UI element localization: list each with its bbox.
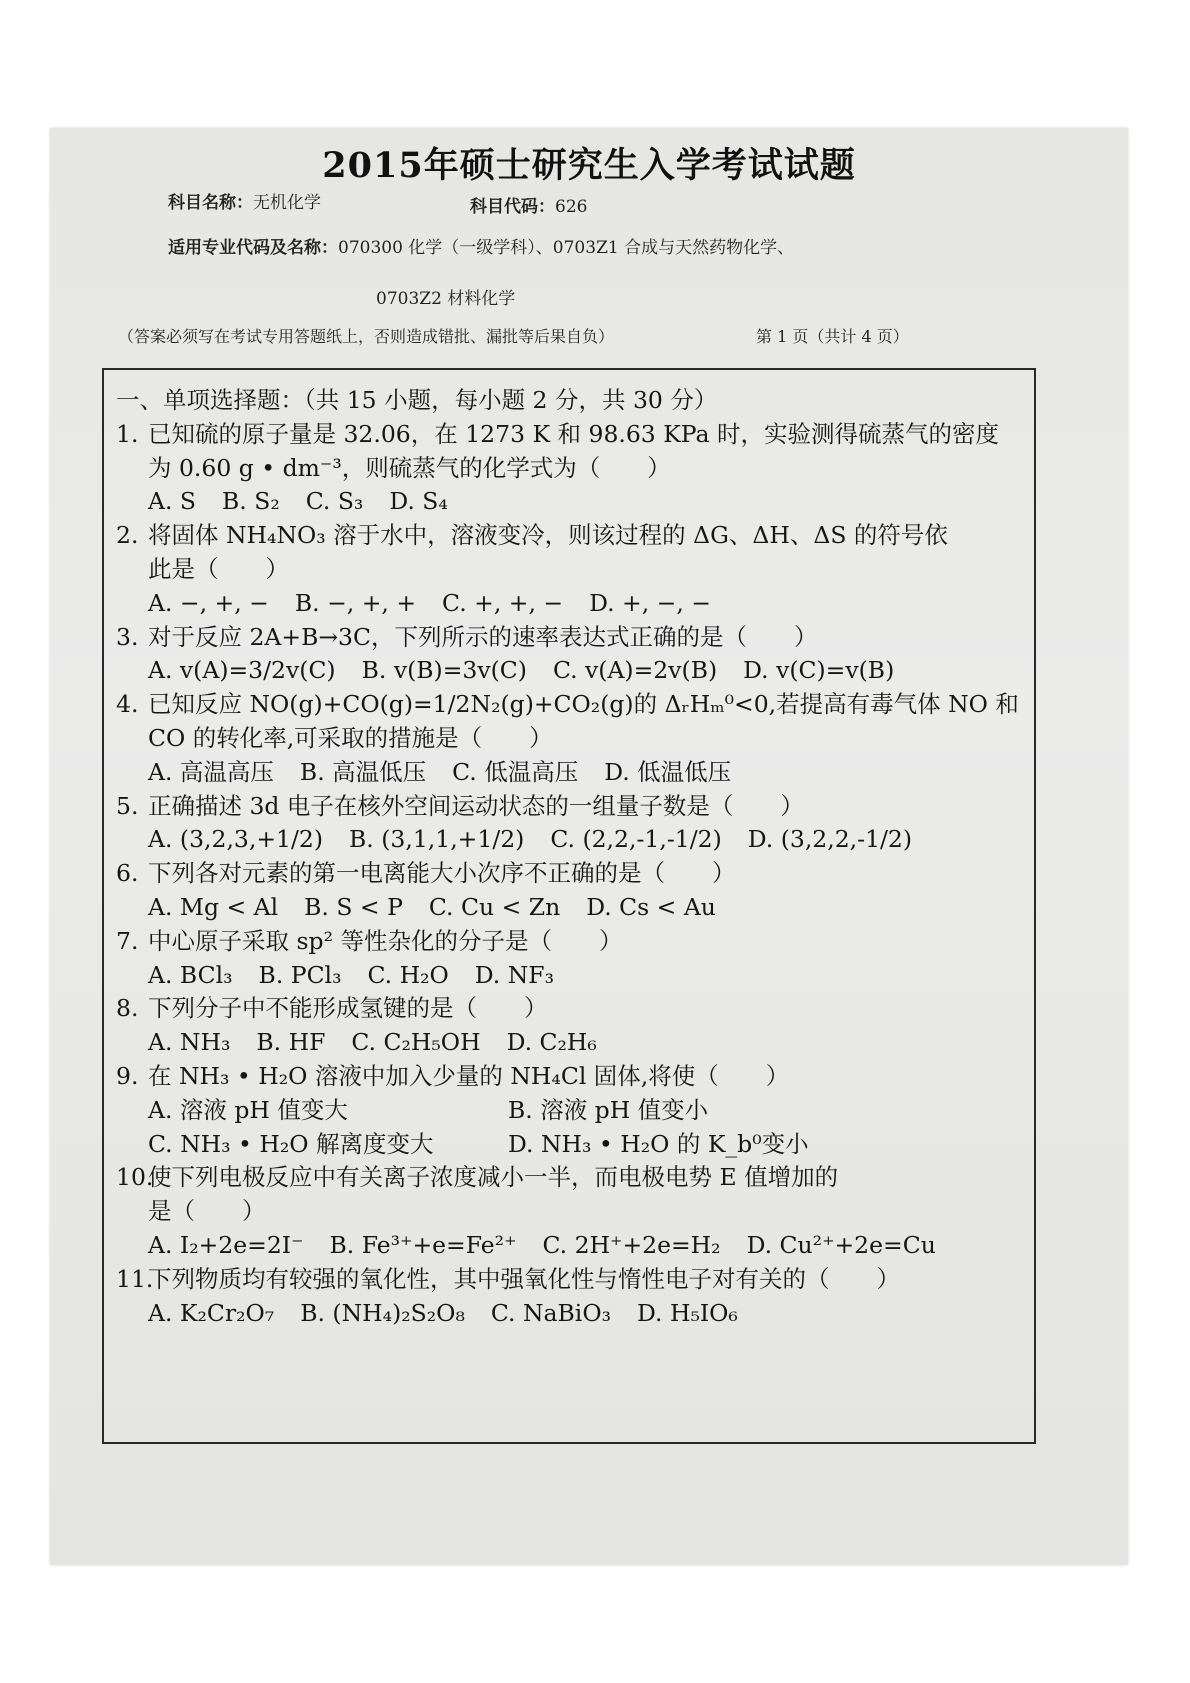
- answer-option: B. 溶液 pH 值变小: [508, 1095, 709, 1124]
- answer-option: B. Fe³⁺+e=Fe²⁺: [329, 1230, 517, 1259]
- question-stem-line: [116, 992, 1024, 1026]
- answer-option: C. 2H⁺+2e=H₂: [542, 1230, 721, 1259]
- scanned-page: [50, 128, 1128, 1565]
- answer-option: A. −, +, −: [148, 588, 269, 617]
- question-options: [116, 654, 1024, 688]
- question-options: [116, 959, 1024, 993]
- answer-option: A. K₂Cr₂O₇: [148, 1298, 275, 1327]
- subject-code-value: 626: [555, 197, 588, 217]
- question-options: [116, 485, 1024, 519]
- answer-option: C. 低温高压: [452, 757, 579, 786]
- question-stem-line: [116, 1263, 1024, 1297]
- question-stem: 正确描述 3d 电子在核外空间运动状态的一组量子数是（ ）: [148, 791, 804, 820]
- answer-option: C. H₂O: [367, 960, 449, 989]
- answer-option: A. NH₃: [148, 1028, 231, 1057]
- answer-option: A. 高温高压: [148, 757, 274, 786]
- question-stem: 下列各对元素的第一电离能大小次序不正确的是（ ）: [148, 859, 736, 888]
- answer-option: A. Mg < Al: [148, 892, 279, 921]
- answer-option: C. NH₃ • H₂O 解离度变大: [148, 1129, 434, 1158]
- question-stem-line: [116, 621, 1024, 655]
- answer-option: B. S < P: [304, 892, 403, 921]
- question-stem-line: [116, 722, 1024, 756]
- subject-name: [168, 188, 321, 213]
- question-stem: CO 的转化率,可采取的措施是（ ）: [148, 723, 553, 752]
- question-number: 2.: [116, 521, 139, 550]
- question-stem-line: [116, 857, 1024, 891]
- question-stem: 为 0.60 g • dm⁻³，则硫蒸气的化学式为（ ）: [148, 453, 671, 482]
- answer-option: B. −, +, +: [294, 588, 417, 617]
- answer-option: C. C₂H₅OH: [351, 1028, 481, 1057]
- answer-option: D. C₂H₆: [506, 1028, 597, 1057]
- question-number: 5.: [116, 791, 139, 820]
- subject-name-label: 科目名称：: [168, 193, 253, 213]
- answer-option: C. v(A)=2v(B): [552, 656, 718, 685]
- question-number: 11.: [116, 1264, 154, 1293]
- question-options: [116, 1026, 1024, 1060]
- majors-line-1: [168, 233, 794, 258]
- answer-option: D. 低温低压: [604, 757, 732, 786]
- section-heading: 一、单项选择题：（共 15 小题，每小题 2 分，共 30 分）: [116, 386, 718, 414]
- answer-option: A. 溶液 pH 值变大: [148, 1095, 348, 1124]
- answer-option: A. v(A)=3/2v(C): [148, 656, 336, 685]
- answer-option: B. (3,1,1,+1/2): [349, 825, 525, 854]
- question-stem-line: [116, 1161, 1024, 1195]
- question-stem-line: [116, 1195, 1024, 1229]
- subject-name-value: 无机化学: [253, 193, 321, 213]
- answer-option: C. (2,2,-1,-1/2): [550, 825, 722, 854]
- answer-option: B. PCl₃: [258, 960, 342, 989]
- question-stem: 使下列电极反应中有关离子浓度减小一半，而电极电势 E 值增加的: [148, 1163, 839, 1192]
- question-number: 4.: [116, 690, 139, 719]
- question-stem: 下列物质均有较强的氧化性，其中强氧化性与惰性电子对有关的（ ）: [148, 1264, 900, 1293]
- question-stem: 是（ ）: [148, 1197, 266, 1226]
- subject-code: [470, 192, 587, 217]
- question-stem-line: [116, 519, 1024, 553]
- majors-label: 适用专业代码及名称：: [168, 238, 338, 258]
- question-number: 7.: [116, 926, 139, 955]
- answer-option: C. NaBiO₃: [490, 1298, 612, 1327]
- answer-option: C. Cu < Zn: [428, 892, 561, 921]
- answer-option: D. S₄: [389, 487, 448, 516]
- question-options: [116, 1229, 1024, 1263]
- question-stem-line: [116, 790, 1024, 824]
- question-stem-line: [116, 1060, 1024, 1094]
- answer-option: B. S₂: [222, 487, 280, 516]
- question-stem-line: [116, 553, 1024, 587]
- answer-option: A. (3,2,3,+1/2): [148, 825, 324, 854]
- question-number: 3.: [116, 622, 139, 651]
- page-title: 2015年硕士研究生入学考试试题: [322, 145, 856, 186]
- answer-option: B. v(B)=3v(C): [361, 656, 527, 685]
- answer-option: D. NH₃ • H₂O 的 K_b⁰变小: [508, 1129, 809, 1158]
- question-options: [116, 891, 1024, 925]
- question-stem: 中心原子采取 sp² 等性杂化的分子是（ ）: [148, 926, 623, 955]
- answer-option: D. (3,2,2,-1/2): [747, 825, 913, 854]
- question-stem-line: [116, 452, 1024, 486]
- page-info: 第 1 页（共计 4 页）: [756, 327, 909, 346]
- answer-option: D. v(C)=v(B): [743, 656, 895, 685]
- question-options: [116, 1297, 1024, 1331]
- question-stem: 已知硫的原子量是 32.06，在 1273 K 和 98.63 KPa 时，实验测得硫蒸气的密度: [148, 419, 1000, 448]
- question-number: 9.: [116, 1061, 139, 1090]
- answer-option: B. HF: [256, 1028, 326, 1057]
- question-stem-line: [116, 925, 1024, 959]
- question-number: 10.: [116, 1163, 154, 1192]
- subject-code-label: 科目代码：: [470, 197, 555, 217]
- answer-option: C. S₃: [305, 487, 364, 516]
- question-stem-line: [116, 418, 1024, 452]
- answer-option: D. Cu²⁺+2e=Cu: [746, 1230, 936, 1259]
- question-options: [116, 587, 1024, 621]
- question-stem-line: [116, 688, 1024, 722]
- question-options: [116, 756, 1024, 790]
- question-number: 6.: [116, 859, 139, 888]
- question-stem: 此是（ ）: [148, 554, 289, 583]
- answer-option: A. I₂+2e=2I⁻: [148, 1230, 304, 1259]
- question-number: 8.: [116, 994, 139, 1023]
- question-stem: 对于反应 2A+B→3C，下列所示的速率表达式正确的是（ ）: [148, 622, 818, 651]
- answer-option: D. Cs < Au: [586, 892, 716, 921]
- question-options: [116, 1128, 1024, 1162]
- answer-option: C. +, +, −: [442, 588, 564, 617]
- questions-box: [102, 368, 1036, 1444]
- question-number: 1.: [116, 419, 139, 448]
- majors-line-2: 0703Z2 材料化学: [376, 289, 516, 309]
- answer-notice: （答案必须写在考试专用答题纸上，否则造成错批、漏批等后果自负）: [118, 327, 615, 346]
- question-stem: 将固体 NH₄NO₃ 溶于水中，溶液变冷，则该过程的 ΔG、ΔH、ΔS 的符号依: [148, 521, 948, 550]
- answer-option: A. S: [148, 487, 197, 516]
- answer-option: D. NF₃: [474, 960, 554, 989]
- answer-option: B. (NH₄)₂S₂O₈: [300, 1298, 465, 1327]
- question-options: [116, 1094, 1024, 1128]
- answer-option: B. 高温低压: [299, 757, 427, 786]
- question-stem: 下列分子中不能形成氢键的是（ ）: [148, 994, 548, 1023]
- questions-list: [116, 384, 1024, 1330]
- question-stem: 已知反应 NO(g)+CO(g)=1/2N₂(g)+CO₂(g)的 ΔᵣHₘ⁰<0,若提高有毒气体 NO 和: [148, 690, 1019, 719]
- question-options: [116, 823, 1024, 857]
- question-stem: 在 NH₃ • H₂O 溶液中加入少量的 NH₄Cl 固体,将使（ ）: [148, 1061, 790, 1090]
- majors-text-1: 070300 化学（一级学科）、0703Z1 合成与天然药物化学、: [338, 238, 795, 258]
- answer-option: D. +, −, −: [589, 588, 711, 617]
- answer-option: A. BCl₃: [148, 960, 233, 989]
- answer-option: D. H₅IO₆: [637, 1298, 738, 1327]
